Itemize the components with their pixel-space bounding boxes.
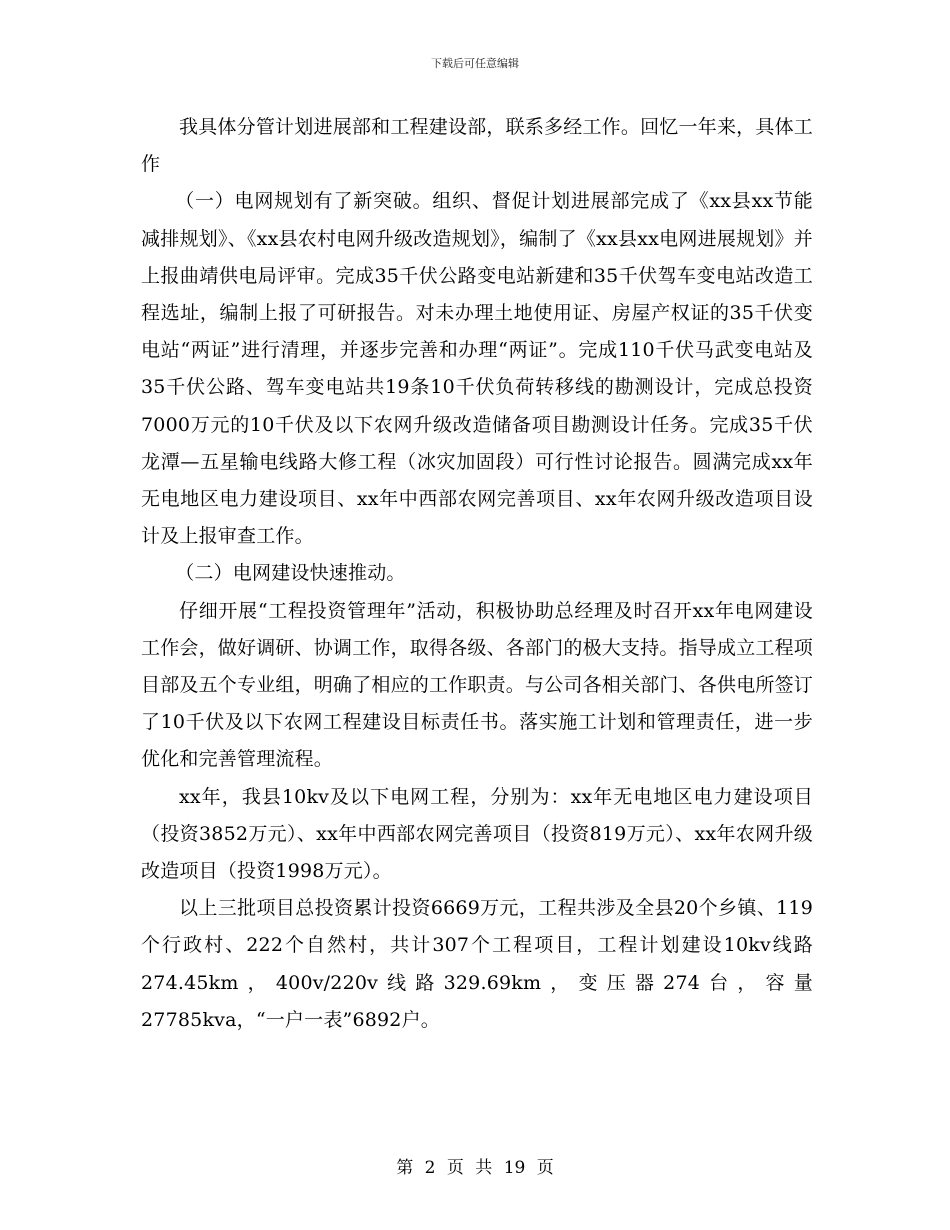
paragraph-investment-management: 仔细开展“工程投资管理年”活动，积极协助总经理及时召开xx年电网建设工作会，做好调研、协调工作，取得各级、各部门的极大支持。指导成立工程项目部及五个专业组，明确了相应的工作职责。与公司各相关部门、各供电所签订了10千伏及以下农网工程建设目标责任书。落实施工计划和管理责任，进一步优化和完善管理流程。 xyxy=(141,599,814,771)
paragraph-intro: 我具体分管计划进展部和工程建设部，联系多经工作。回忆一年来，具体工作 xyxy=(141,116,813,176)
paragraph-grid-planning: （一）电网规划有了新突破。组织、督促计划进展部完成了《xx县xx节能减排规划》、《xx县农村电网升级改造规划》，编制了《xx县xx电网进展规划》并上报曲靖供电局评审。完成35千伏公路变电站新建和35千伏驾车变电站改造工程选址，编制上报了可研报告。对未办理土地使用证、房屋产权证的35千伏变电站“两证”进行清理，并逐步完善和办理“两证”。完成110千伏马武变电站及35千伏公路、驾车变电站共19条10千伏负荷转移线的勘测设计，完成总投资7000万元的10千伏及以下农网升级改造储备项目勘测设计任务。完成35千伏龙潭—五星输电线路大修工程（冰灾加固段）可行性讨论报告。圆满完成xx年无电地区电力建设项目、xx年中西部农网完善项目、xx年农网升级改造项目设计及上报审查工作。 xyxy=(141,190,813,548)
page-number-footer: 第 2 页 共 19 页 xyxy=(396,1158,554,1178)
page-header: 下载后可任意编辑 xyxy=(431,57,519,70)
paragraph-grid-construction-heading: （二）电网建设快速推动。 xyxy=(175,562,406,585)
paragraph-project-summary: 以上三批项目总投资累计投资6669万元，工程共涉及全县20个乡镇、119个行政村、222个自然村，共计307个工程项目，工程计划建设10kv线路274.45km，400v/220v线路329.69km，变压器274台，容量27785kva，“一户一表”6892户。 xyxy=(141,897,813,1031)
document-body xyxy=(141,109,813,1039)
paragraph-project-list: xx年，我县10kv及以下电网工程，分别为：xx年无电地区电力建设项目（投资3852万元）、xx年中西部农网完善项目（投资819万元）、xx年农网升级改造项目（投资1998万元）。 xyxy=(141,785,813,883)
